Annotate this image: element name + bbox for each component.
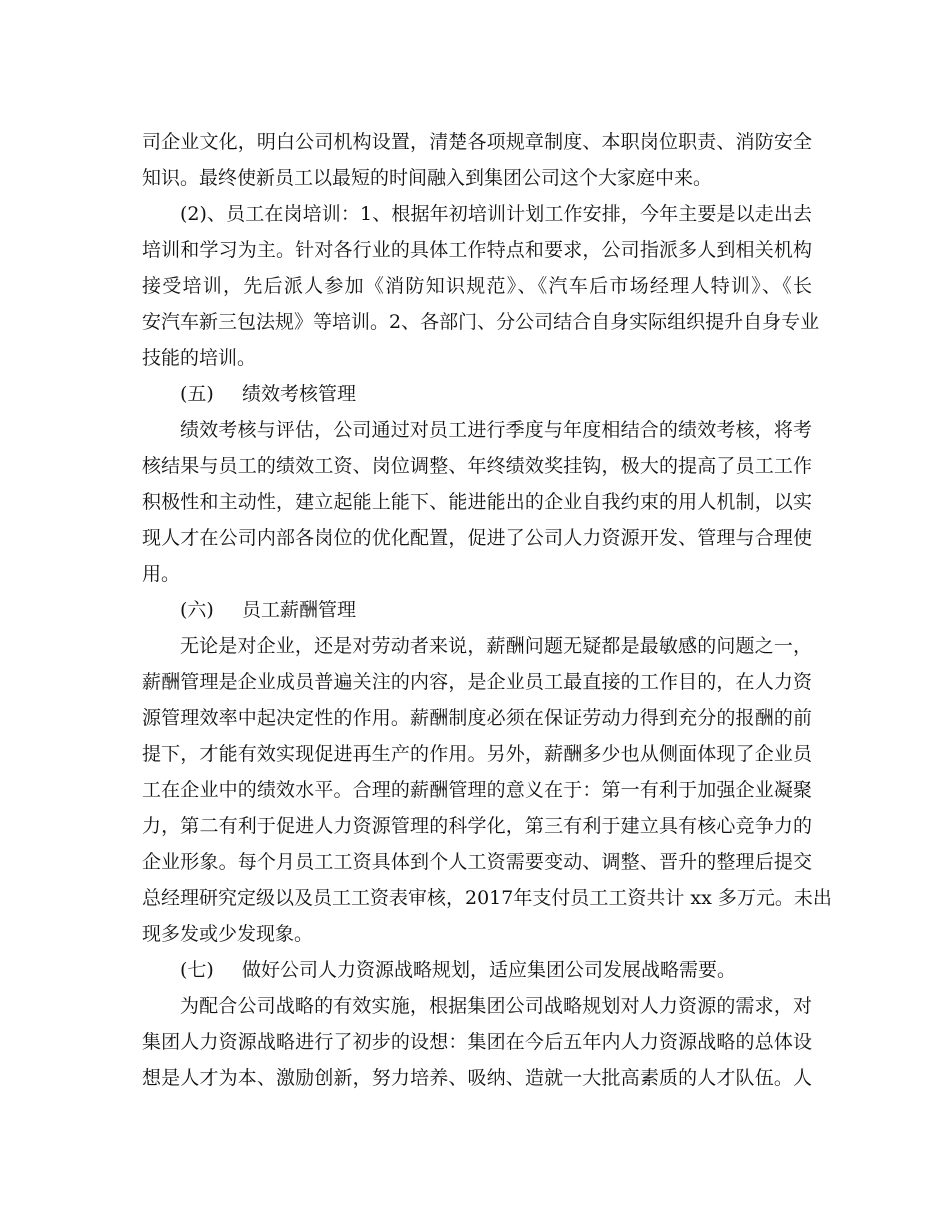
paragraph-line: 企业形象。每个月员工工资具体到个人工资需要变动、调整、晋升的整理后提交 — [142, 851, 812, 873]
paragraph-line: 技能的培训。 — [142, 347, 257, 369]
section-heading — [142, 592, 812, 628]
paragraph-line: (2)、员工在岗培训：1、根据年初培训计划工作安排，今年主要是以走出去 — [180, 203, 812, 225]
paragraph-line: 司企业文化，明白公司机构设置，清楚各项规章制度、本职岗位职责、消防安全 — [142, 131, 812, 153]
paragraph-line: 积极性和主动性，建立起能上能下、能进能出的企业自我约束的用人机制，以实 — [142, 491, 812, 513]
paragraph-line: 接受培训，先后派人参加《消防知识规范》、《汽车后市场经理人特训》、《长 — [142, 275, 812, 297]
paragraph-line: 无论是对企业，还是对劳动者来说，薪酬问题无疑都是最敏感的问题之一， — [180, 635, 812, 657]
paragraph-line: 为配合公司战略的有效实施，根据集团公司战略规划对人力资源的需求，对 — [180, 995, 812, 1017]
section-title: 绩效考核管理 — [242, 383, 357, 405]
section-title: 员工薪酬管理 — [242, 599, 357, 621]
section-number: (五) — [180, 383, 214, 405]
paragraph-line: 工在企业中的绩效水平。合理的薪酬管理的意义在于：第一有利于加强企业凝聚 — [142, 779, 812, 801]
paragraph-line: 提下，才能有效实现促进再生产的作用。另外，薪酬多少也从侧面体现了企业员 — [142, 743, 812, 765]
paragraph-line: 安汽车新三包法规》等培训。2、各部门、分公司结合自身实际组织提升自身专业 — [142, 311, 820, 333]
document-body — [142, 124, 832, 1096]
paragraph-line: 想是人才为本、激励创新，努力培养、吸纳、造就一大批高素质的人才队伍。人 — [142, 1067, 812, 1089]
paragraph-line: 现多发或少发现象。 — [142, 923, 314, 945]
paragraph-line: 用。 — [142, 563, 181, 585]
paragraph-line: 总经理研究定级以及员工工资表审核，2017年支付员工工资共计 xx 多万元。未出 — [142, 887, 832, 909]
section-title: 做好公司人力资源战略规划，适应集团公司发展战略需要。 — [242, 959, 737, 981]
paragraph-line: 集团人力资源战略进行了初步的设想：集团在今后五年内人力资源战略的总体设 — [142, 1031, 812, 1053]
paragraph-line: 力，第二有利于促进人力资源管理的科学化，第三有利于建立具有核心竞争力的 — [142, 815, 812, 837]
paragraph-line: 知识。最终使新员工以最短的时间融入到集团公司这个大家庭中来。 — [142, 167, 713, 189]
paragraph-line: 薪酬管理是企业成员普遍关注的内容，是企业员工最直接的工作目的，在人力资 — [142, 671, 812, 693]
section-heading — [142, 952, 812, 988]
paragraph-line: 现人才在公司内部各岗位的优化配置，促进了公司人力资源开发、管理与合理使 — [142, 527, 812, 549]
paragraph-line: 绩效考核与评估，公司通过对员工进行季度与年度相结合的绩效考核，将考 — [180, 419, 812, 441]
section-number: (七) — [180, 959, 214, 981]
paragraph-line: 源管理效率中起决定性的作用。薪酬制度必须在保证劳动力得到充分的报酬的前 — [142, 707, 812, 729]
paragraph-line: 培训和学习为主。针对各行业的具体工作特点和要求，公司指派多人到相关机构 — [142, 239, 812, 261]
paragraph-line: 核结果与员工的绩效工资、岗位调整、年终绩效奖挂钩，极大的提高了员工工作 — [142, 455, 812, 477]
section-heading — [142, 376, 812, 412]
section-number: (六) — [180, 599, 214, 621]
